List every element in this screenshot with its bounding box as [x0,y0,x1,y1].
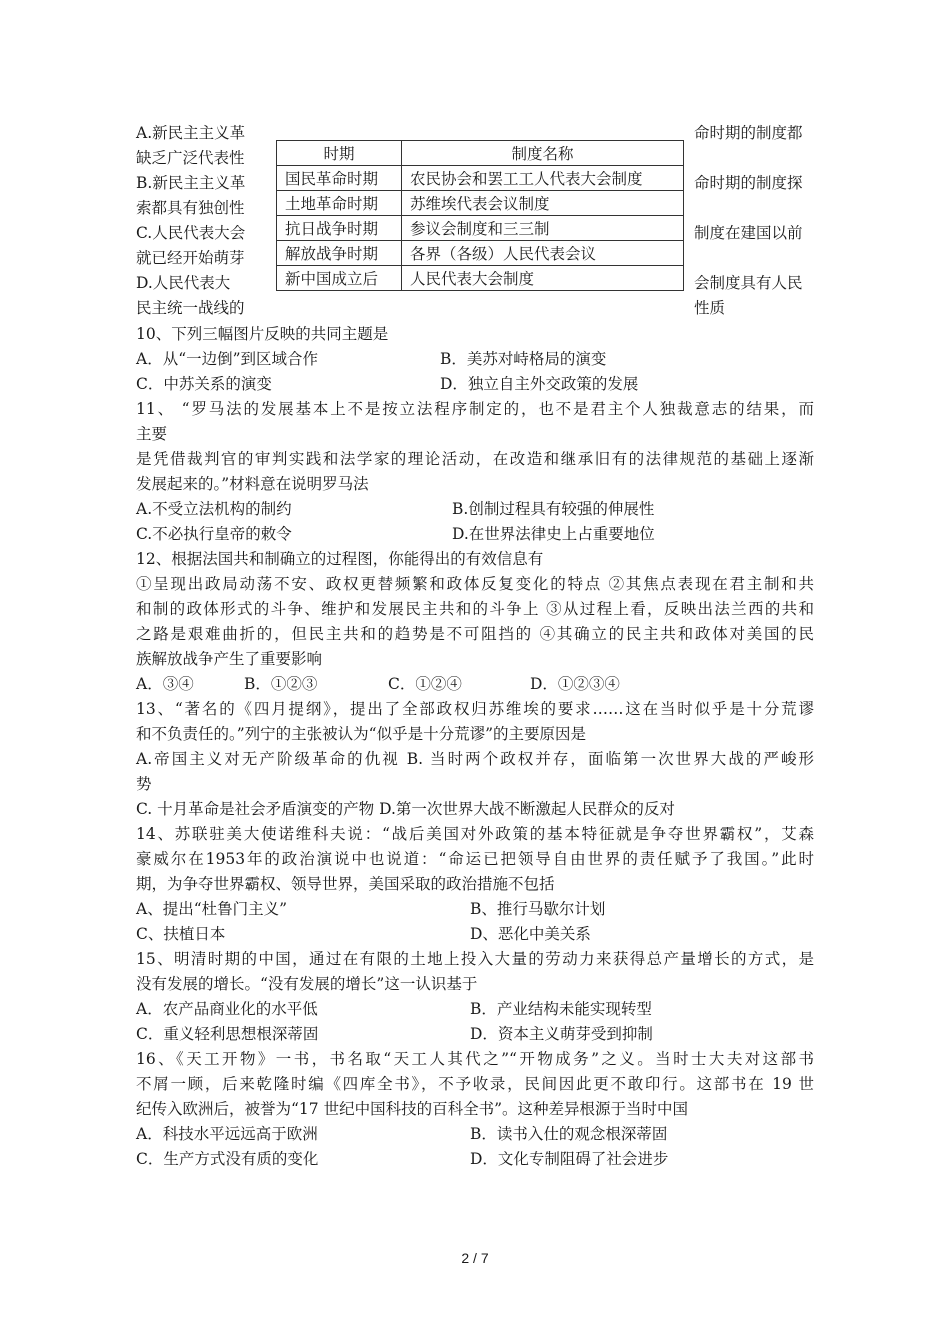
table-header-system: 制度名称 [402,141,684,166]
q13-line: 和不负责任的。”列宁的主张被认为“似乎是十分荒谬”的主要原因是 [136,725,587,743]
table-cell-period: 解放战争时期 [277,241,402,266]
q12-line: 族解放战争产生了重要影响 [136,650,323,668]
q9-left-line: 索都具有独创性 [136,199,245,217]
q10-option-a: A．从“一边倒”到区域合作 [136,350,319,368]
q12-line: 之路是艰难曲折的，但民主共和的趋势是不可阻挡的 ④其确立的民主共和政体对美国的民 [136,625,814,643]
table-cell-system: 农民协会和罢工工人代表大会制度 [402,166,684,191]
q14-line: 期，为争夺世界霸权、领导世界，美国采取的政治措施不包括 [136,875,555,893]
q11-option-d: D.在世界法律史上占重要地位 [452,525,655,543]
q12-option-a: A．③④ [136,675,194,693]
page-number: 2 / 7 [461,1250,489,1266]
q9-left-line: 就已经开始萌芽 [136,249,245,267]
q16-option-b: B．读书入仕的观念根深蒂固 [470,1125,668,1143]
table-cell-period: 国民革命时期 [277,166,402,191]
q10-stem: 10、下列三幅图片反映的共同主题是 [136,325,389,343]
q11-option-a: A.不受立法机构的制约 [136,500,292,518]
q9-right-line: 性质 [694,299,726,317]
table-cell-system: 各界（各级）人民代表会议 [402,241,684,266]
q11-line: 主要 [136,425,168,443]
table-row [277,166,684,191]
q16-option-a: A．科技水平远远高于欧洲 [136,1125,318,1143]
q9-right-line: 制度在建国以前 [694,224,803,242]
q14-option-a: A、提出“杜鲁门主义” [136,900,288,918]
table-cell-system: 苏维埃代表会议制度 [402,191,684,216]
table-header-row [277,141,684,166]
q10-option-b: B．美苏对峙格局的演变 [440,350,607,368]
q12-option-d: D．①②③④ [530,675,620,693]
q9-left-line: 缺乏广泛代表性 [136,149,245,167]
table-row [277,241,684,266]
q16-line: 纪传入欧洲后，被誉为“17 世纪中国科技的百科全书”。这种差异根源于当时中国 [136,1100,689,1118]
q10-option-d: D．独立自主外交政策的发展 [440,375,639,393]
q16-line: 不屑一顾，后来乾隆时编《四库全书》，不予收录，民间因此更不敢印行。这部书在 19 世 [136,1075,814,1093]
q9-right-line: 会制度具有人民 [694,274,803,292]
q11-option-c: C.不必执行皇帝的敕令 [136,525,292,543]
table-row [277,266,684,291]
table-cell-system: 参议会制度和三三制 [402,216,684,241]
table-cell-period: 抗日战争时期 [277,216,402,241]
q14-option-b: B、推行马歇尔计划 [470,900,606,918]
q9-system-table [276,140,684,291]
q12-option-b: B．①②③ [244,675,318,693]
q14-line: 14、苏联驻美大使诺维科夫说：“战后美国对外政策的基本特征就是争夺世界霸权”，艾森 [136,825,814,843]
q14-option-d: D、恶化中美关系 [470,925,591,943]
q12-option-c: C．①②④ [388,675,462,693]
q11-line: 11、 “罗马法的发展基本上不是按立法程序制定的，也不是君主个人独裁意志的结果，而 [136,400,814,418]
q11-line: 是凭借裁判官的审判实践和法学家的理论活动，在改造和继承旧有的法律规范的基础上逐渐 [136,450,814,468]
q12-line: 12、根据法国共和制确立的过程图，你能得出的有效信息有 [136,550,544,568]
q15-option-d: D．资本主义萌芽受到抑制 [470,1025,653,1043]
table-cell-period: 新中国成立后 [277,266,402,291]
table-row [277,216,684,241]
q15-option-c: C．重义轻利思想根深蒂固 [136,1025,319,1043]
table-cell-period: 土地革命时期 [277,191,402,216]
q14-line: 豪威尔在1953年的政治演说中也说道：“命运已把领导自由世界的责任赋予了我国。”此时 [136,850,814,868]
q14-option-c: C、扶植日本 [136,925,226,943]
q15-line: 15、明清时期的中国，通过在有限的土地上投入大量的劳动力来获得总产量增长的方式，是 [136,950,814,968]
q12-line: ①呈现出政局动荡不安、政权更替频繁和政体反复变化的特点 ②其焦点表现在君主制和共 [136,575,814,593]
q9-left-line: B.新民主主义革 [136,174,246,192]
table-cell-system: 人民代表大会制度 [402,266,684,291]
q16-option-d: D．文化专制阻碍了社会进步 [470,1150,669,1168]
q9-left-line: D.人民代表大 [136,274,231,292]
table-header-period: 时期 [277,141,402,166]
q9-left-line: 民主统一战线的 [136,299,245,317]
q11-option-b: B.创制过程具有较强的伸展性 [452,500,655,518]
table-row [277,191,684,216]
q11-line: 发展起来的。”材料意在说明罗马法 [136,475,369,493]
q16-line: 16、《天工开物》一书，书名取“天工人其代之”“开物成务”之义。当时士大夫对这部书 [136,1050,814,1068]
q9-right-line: 命时期的制度都 [694,124,803,142]
q13-line: 势 [136,775,152,793]
q9-right-line: 命时期的制度探 [694,174,803,192]
q13-line: C. 十月革命是社会矛盾演变的产物 D.第一次世界大战不断激起人民群众的反对 [136,800,675,818]
q15-option-b: B．产业结构未能实现转型 [470,1000,652,1018]
q15-line: 没有发展的增长。“没有发展的增长”这一认识基于 [136,975,478,993]
q16-option-c: C．生产方式没有质的变化 [136,1150,319,1168]
q9-left-line: A.新民主主义革 [136,124,246,142]
q12-line: 和制的政体形式的斗争、维护和发展民主共和的斗争上 ③从过程上看，反映出法兰西的共和 [136,600,814,618]
q15-option-a: A．农产品商业化的水平低 [136,1000,318,1018]
q13-line: A.帝国主义对无产阶级革命的仇视 B. 当时两个政权并存，面临第一次世界大战的严峻形 [136,750,814,768]
q13-line: 13、“著名的《四月提纲》，提出了全部政权归苏维埃的要求……这在当时似乎是十分荒谬 [136,700,814,718]
q9-left-line: C.人民代表大会 [136,224,246,242]
q10-option-c: C．中苏关系的演变 [136,375,272,393]
